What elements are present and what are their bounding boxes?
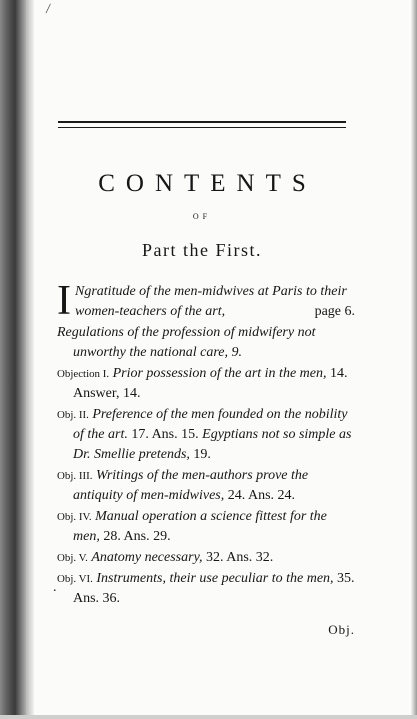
of-label: OF: [192, 212, 212, 221]
corner-mark: /: [45, 2, 52, 17]
entry-label: Obj. V.: [57, 552, 88, 564]
page-bottom-edge: [0, 715, 417, 719]
catchword: Obj.: [328, 622, 355, 637]
entry-text: Manual operation a science fittest for the men,: [73, 509, 327, 544]
entry-text: Preference of the men founded on the nobility of the art.: [73, 407, 348, 442]
contents-entry-7: [57, 548, 355, 568]
entry-label: Objection I.: [57, 368, 110, 380]
contents-entry-6: [57, 507, 355, 547]
contents-entry-5: [57, 466, 355, 506]
entry-page: page 6.: [314, 304, 355, 319]
contents-entry-4: [57, 405, 355, 465]
entry-page: 35. Ans. 36.: [73, 571, 355, 606]
entry-page: 14. Answer, 14.: [73, 366, 348, 401]
entry-text: Ngratitude of the men-midwives at Paris to their women-teachers of the art,: [75, 284, 347, 319]
contents-list: [57, 278, 355, 610]
entry-label: Obj. II.: [57, 409, 89, 421]
contents-entry-1: [57, 278, 355, 324]
drop-initial: I: [57, 278, 71, 324]
entry-label: Obj. IV.: [57, 511, 92, 523]
entry-page: 32. Ans. 32.: [206, 550, 274, 565]
entry-label: Obj. VI.: [57, 573, 93, 585]
contents-entry-8: [57, 569, 355, 609]
entry-page: 24. Ans. 24.: [227, 488, 296, 503]
contents-title: CONTENTS: [98, 170, 317, 197]
contents-entry-2: [57, 323, 355, 363]
entry-label: Obj. III.: [57, 470, 93, 482]
gutter-edge: [26, 0, 34, 719]
page-right-edge: [411, 0, 417, 719]
entry-text: Instruments, their use peculiar to the men,: [96, 571, 334, 586]
entry-text: Prior possession of the art in the men,: [112, 366, 327, 381]
entry-page: 28. Ans. 29.: [103, 529, 171, 544]
contents-entry-3: [57, 364, 355, 404]
entry-text-2: Egyptians not so simple as Dr. Smellie pretends,: [73, 427, 352, 462]
header-rule-thick: [58, 121, 346, 123]
entry-text: Regulations of the profession of midwifery not unworthy the national care, 9.: [57, 325, 316, 360]
entry-page-2: 19.: [193, 447, 211, 462]
header-rule-thin: [58, 127, 346, 128]
entry-text: Writings of the men-authors prove the antiquity of men-midwives,: [73, 468, 309, 503]
part-heading: Part the First.: [142, 240, 262, 260]
entry-text: Anatomy necessary,: [91, 550, 203, 565]
ink-dot: .: [53, 580, 57, 595]
entry-page: 17. Ans. 15.: [131, 427, 199, 442]
